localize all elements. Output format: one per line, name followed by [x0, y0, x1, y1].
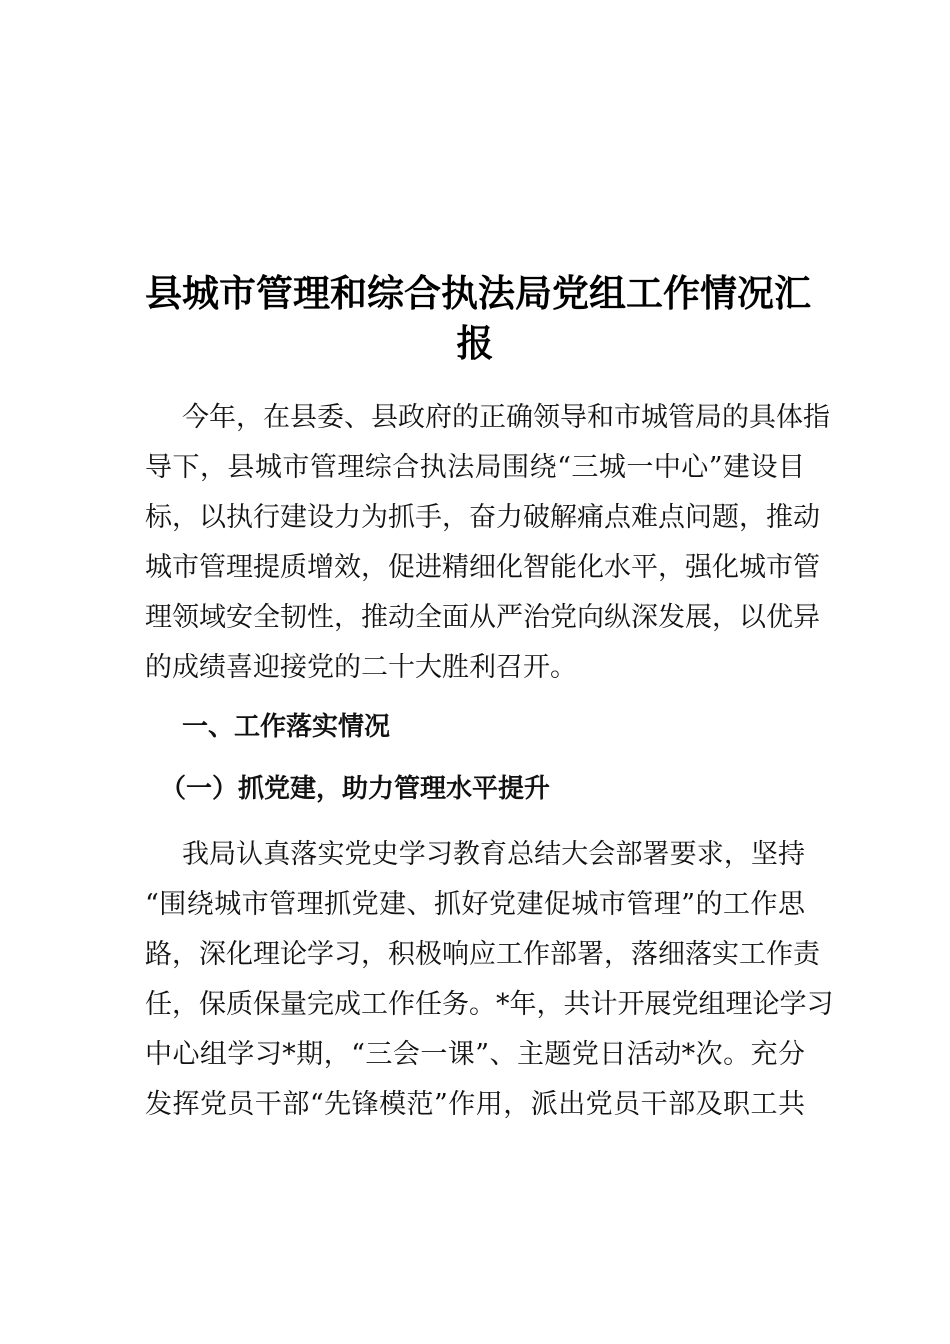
body-line: 发挥党员干部“先锋模范”作用，派出党员干部及职工共 — [145, 1089, 805, 1120]
body-line: 任，保质保量完成工作任务。*年，共计开展党组理论学习 — [145, 989, 834, 1020]
section-heading: 一、工作落实情况 — [182, 712, 391, 742]
body-line: 我局认真落实党史学习教育总结大会部署要求，坚持 — [182, 839, 805, 870]
document-title-line-2: 报 — [456, 321, 494, 365]
intro-line: 城市管理提质增效，促进精细化智能化水平，强化城市管 — [145, 552, 820, 583]
body-line: “围绕城市管理抓党建、抓好党建促城市管理”的工作思 — [145, 889, 805, 920]
document-title-line-1: 县城市管理和综合执法局党组工作情况汇 — [145, 271, 811, 315]
intro-line: 标，以执行建设力为抓手，奋力破解痛点难点问题，推动 — [145, 502, 820, 533]
intro-line: 导下，县城市管理综合执法局围绕“三城一中心”建设目 — [145, 452, 805, 483]
intro-line: 理领域安全韧性，推动全面从严治党向纵深发展，以优异 — [145, 602, 820, 633]
body-line: 中心组学习*期，“三会一课”、主题党日活动*次。充分 — [145, 1039, 805, 1070]
body-line: 路，深化理论学习，积极响应工作部署，落细落实工作责 — [145, 939, 820, 970]
intro-line: 今年，在县委、县政府的正确领导和市城管局的具体指 — [182, 402, 830, 433]
intro-line: 的成绩喜迎接党的二十大胜利召开。 — [145, 652, 577, 683]
subsection-heading: （一）抓党建，助力管理水平提升 — [160, 774, 551, 804]
